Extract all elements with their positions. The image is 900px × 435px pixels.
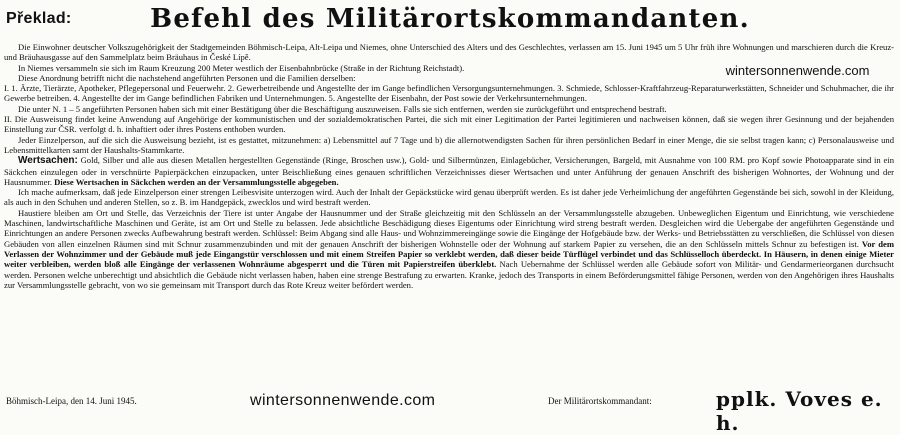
document-body <box>4 42 894 382</box>
signature: pplk. Voves e. h. <box>716 387 883 435</box>
paragraph-exempt-professions: I. 1. Ärzte, Tierärzte, Apotheker, Pflegepersonal und Feuerwehr. 2. Gewerbetreibende und Angestellte der im Gange befindlichen Versorgungsunternehmungen. 3. Schmiede, Schlosser-Kraftfahrzeug-Reparaturwerkstätten, Schneider und Schuhmacher, die ihr Gewerbe betreiben. 4. Angestellte der im Gange befindlichen Fabriken und Unternehmungen. 5. Angestellte der Eisenbahn, der Post sowie der Verkehrsunternehmungen. <box>4 83 894 104</box>
paragraph-exemptions-intro: Diese Anordnung betrifft nicht die nachstehend angeführten Personen und die Familien derselben: <box>18 72 356 83</box>
signatory-office: Der Militärortskommandant: <box>548 396 652 406</box>
door-sealing-instructions: Vor dem Verlassen der Wohnzimmer und der Gebäude muß jede Eingangstür verschlossen und mit einem Streifen Papier so verklebt werden, daß dieser beide Türflügel verbindet und das Schlüsselloch überdeckt. In Häusern, in denen einige Mieter weiter verbleiben, werden bloß alle Eingänge der verlassenen Wohnräume abgesperrt und die Türen mit Papierstreifen überklebt. <box>4 238 894 270</box>
place-and-date: Böhmisch-Leipa, den 14. Juni 1945. <box>6 396 137 406</box>
footer <box>0 386 900 435</box>
watermark-bottom: wintersonnenwende.com <box>250 392 436 409</box>
page-title: Befehl des Militärortskommandanten. <box>150 4 750 34</box>
valuables-heading: Wertsachen: <box>18 155 78 167</box>
valuables-text: Gold, Silber und alle aus diesen Metallen hergestellten Gegenstände (Ringe, Broschen usw.), Gold- und Silbermünzen, Einlagebücher, Versicherungen, Bargeld, mit Ausnahme von 100 RM. pro Kopf sowie Photoapparate sind in ein Säckchen einzulegen oder in verschnürte Papierpäckchen einzupacken, unter Beischließung eines genauen schriftlichen Verzeichnisses dieser Wertsachen und unter Anführung der genauen Anschrift des bisherigen Wohnortes, der Wohnung und der Hausnummer. <box>4 155 894 187</box>
paragraph-allowed-items: Jeder Einzelperson, auf die sich die Ausweisung bezieht, ist es gestattet, mitzunehmen: a) Lebensmittel auf 7 Tage und b) die allernotwendigsten Sachen für ihren persönlichen Bedarf in einer Menge, die sie selbst tragen kann; c) Personalausweise und Lebensmittelkarten samt der Haushalts-Stammkarte. <box>4 134 894 155</box>
paragraph-niemes-assembly: In Niemes versammeln sie sich im Raum Kreuzung 200 Meter westlich der Eisenbahnbrücke (Straße in der Richtung Reichstadt). <box>18 62 465 73</box>
paragraph-proof-of-employment: Die unter N. 1 – 5 angeführten Personen haben sich mit einer Bestätigung über die Beschäftigung auszuweisen. Falls sie sich entfernen, werden sie zurückgeführt und entsprechend bestraft. <box>18 103 667 114</box>
paragraph-valuables <box>4 155 894 187</box>
paragraph-body-search: Ich mache aufmerksam, daß jede Einzelperson einer strengen Leibesvisite unterzogen wird. Auch der Inhalt der Gepäckstücke wird genau überprüft werden. Es ist daher jede Verheimlichung der angeführten Gegenstände bei sich, sowohl in der Kleidung, als auch in den Schuhen und anderen Stellen, so z. B. im Handgepäck, zwecklos und wird bestraft werden. <box>4 187 894 208</box>
paragraph-party-exemption: II. Die Ausweisung findet keine Anwendung auf Angehörige der kommunistischen und der sozialdemokratischen Partei, die sich mit einer Legitimation der Partei legitimieren und nachweisen können, daß sie wegen ihrer Gesinnung und der bejahenden Einstellung zur ČSR. verfolgt d. h. inhaftiert oder ihres Postens enthoben wurden. <box>4 114 894 135</box>
translation-label: Překlad: <box>6 10 72 27</box>
paragraph-assembly-order: Die Einwohner deutscher Volkszugehörigkeit der Stadtgemeinden Böhmisch-Leipa, Alt-Leipa und Niemes, ohne Unterschied des Alters und des Geschlechtes, verlassen am 15. Juni 1945 um 5 Uhr früh ihre Wohnungen und marschieren durch die Kreuz- und Bräuhausgasse auf den Sammelplatz beim Bräuhaus in České Lípě. <box>4 42 894 63</box>
watermark-top: wintersonnenwende.com <box>700 62 895 79</box>
valuables-deposit-note: Diese Wertsachen in Säckchen werden an der Versammlungsstelle abgegeben. <box>51 176 339 187</box>
paragraph-property-and-keys <box>4 208 894 290</box>
property-text: Haustiere bleiben am Ort und Stelle, das Verzeichnis der Tiere ist unter Angabe der Hausnummer und der Straße gleichzeitig mit den Schlüsseln an der Versammlungsstelle abzugeben. Unbeweglichen Eigentum und Einrichtung, wie verschiedene Maschinen, landwirtschaftliche Maschinen und Geräte, ist am Ort und Stelle zu belassen. Jede absichtliche Beschädigung dieses Eigentums oder Einrichtung wird streng bestraft werden. Desgleichen wird die Uebergabe der angeführten Gegenstände und Einrichtungen an andere Personen zwecks Aufbewahrung bestraft werden. Schlüssel: Beim Abgang sind alle Haus- und Wohnzimmereingänge sowie die Eingänge der Hofgebäude bzw. der Werks- und Betriebsstätten zu verschließen, die Schlüssel von diesen Gebäuden von allen einzelnen Räumen sind mit Schnur zusammenzubinden und mit der genauen Anschrift der bisherigen Wohnstelle oder der Wohnung auf starkem Papier zu versehen, die an den Schlüsseln mittels Schnur zu befestigen ist. <box>4 207 894 249</box>
header <box>0 2 900 38</box>
closing-text: Nach Uebernahme der Schlüssel werden alle Gebäude sofort von Militär- und Gendarmerieorganen durchsucht werden. Personen welche unberechtigt und absichtlich die Gebäude nicht verlassen haben, haben eine strenge Bestrafung zu erwarten. Kranke, jedoch des Transports in einem Beförderungsmittel fähige Personen, werden von den Angehörigen ihres Haushalts zur Versammlungsstelle gebracht, von wo sie gemeinsam mit Transport durch das Rote Kreuz weiter befördert werden. <box>4 259 894 290</box>
